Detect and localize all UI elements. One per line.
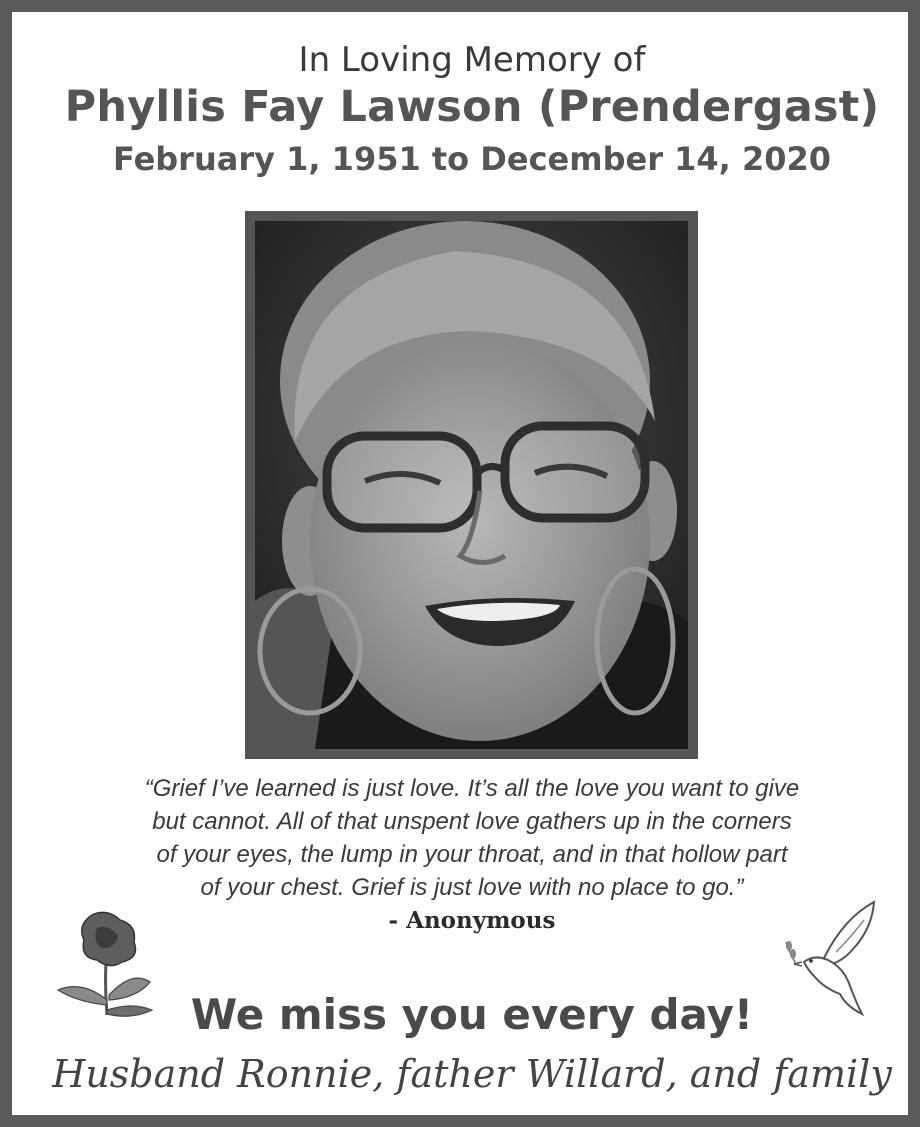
quote-attribution: - Anonymous <box>388 907 556 934</box>
quote-line: of your eyes, the lump in your throat, and in that hollow part <box>156 841 788 868</box>
memorial-quote <box>72 772 872 904</box>
portrait-photo <box>245 211 698 759</box>
deceased-name: Phyllis Fay Lawson (Prendergast) <box>64 82 880 132</box>
tagline: We miss you every day! <box>190 990 754 1039</box>
quote-line: of your chest. Grief is just love with no place to go.” <box>200 874 744 901</box>
intro-heading: In Loving Memory of <box>298 40 646 80</box>
life-dates: February 1, 1951 to December 14, 2020 <box>113 140 831 178</box>
quote-line: but cannot. All of that unspent love gathers up in the corners <box>152 808 792 835</box>
quote-line: “Grief I’ve learned is just love. It’s all the love you want to give <box>144 775 800 802</box>
portrait-illustration <box>255 221 688 749</box>
family-signoff: Husband Ronnie, father Willard, and family <box>52 1052 892 1096</box>
